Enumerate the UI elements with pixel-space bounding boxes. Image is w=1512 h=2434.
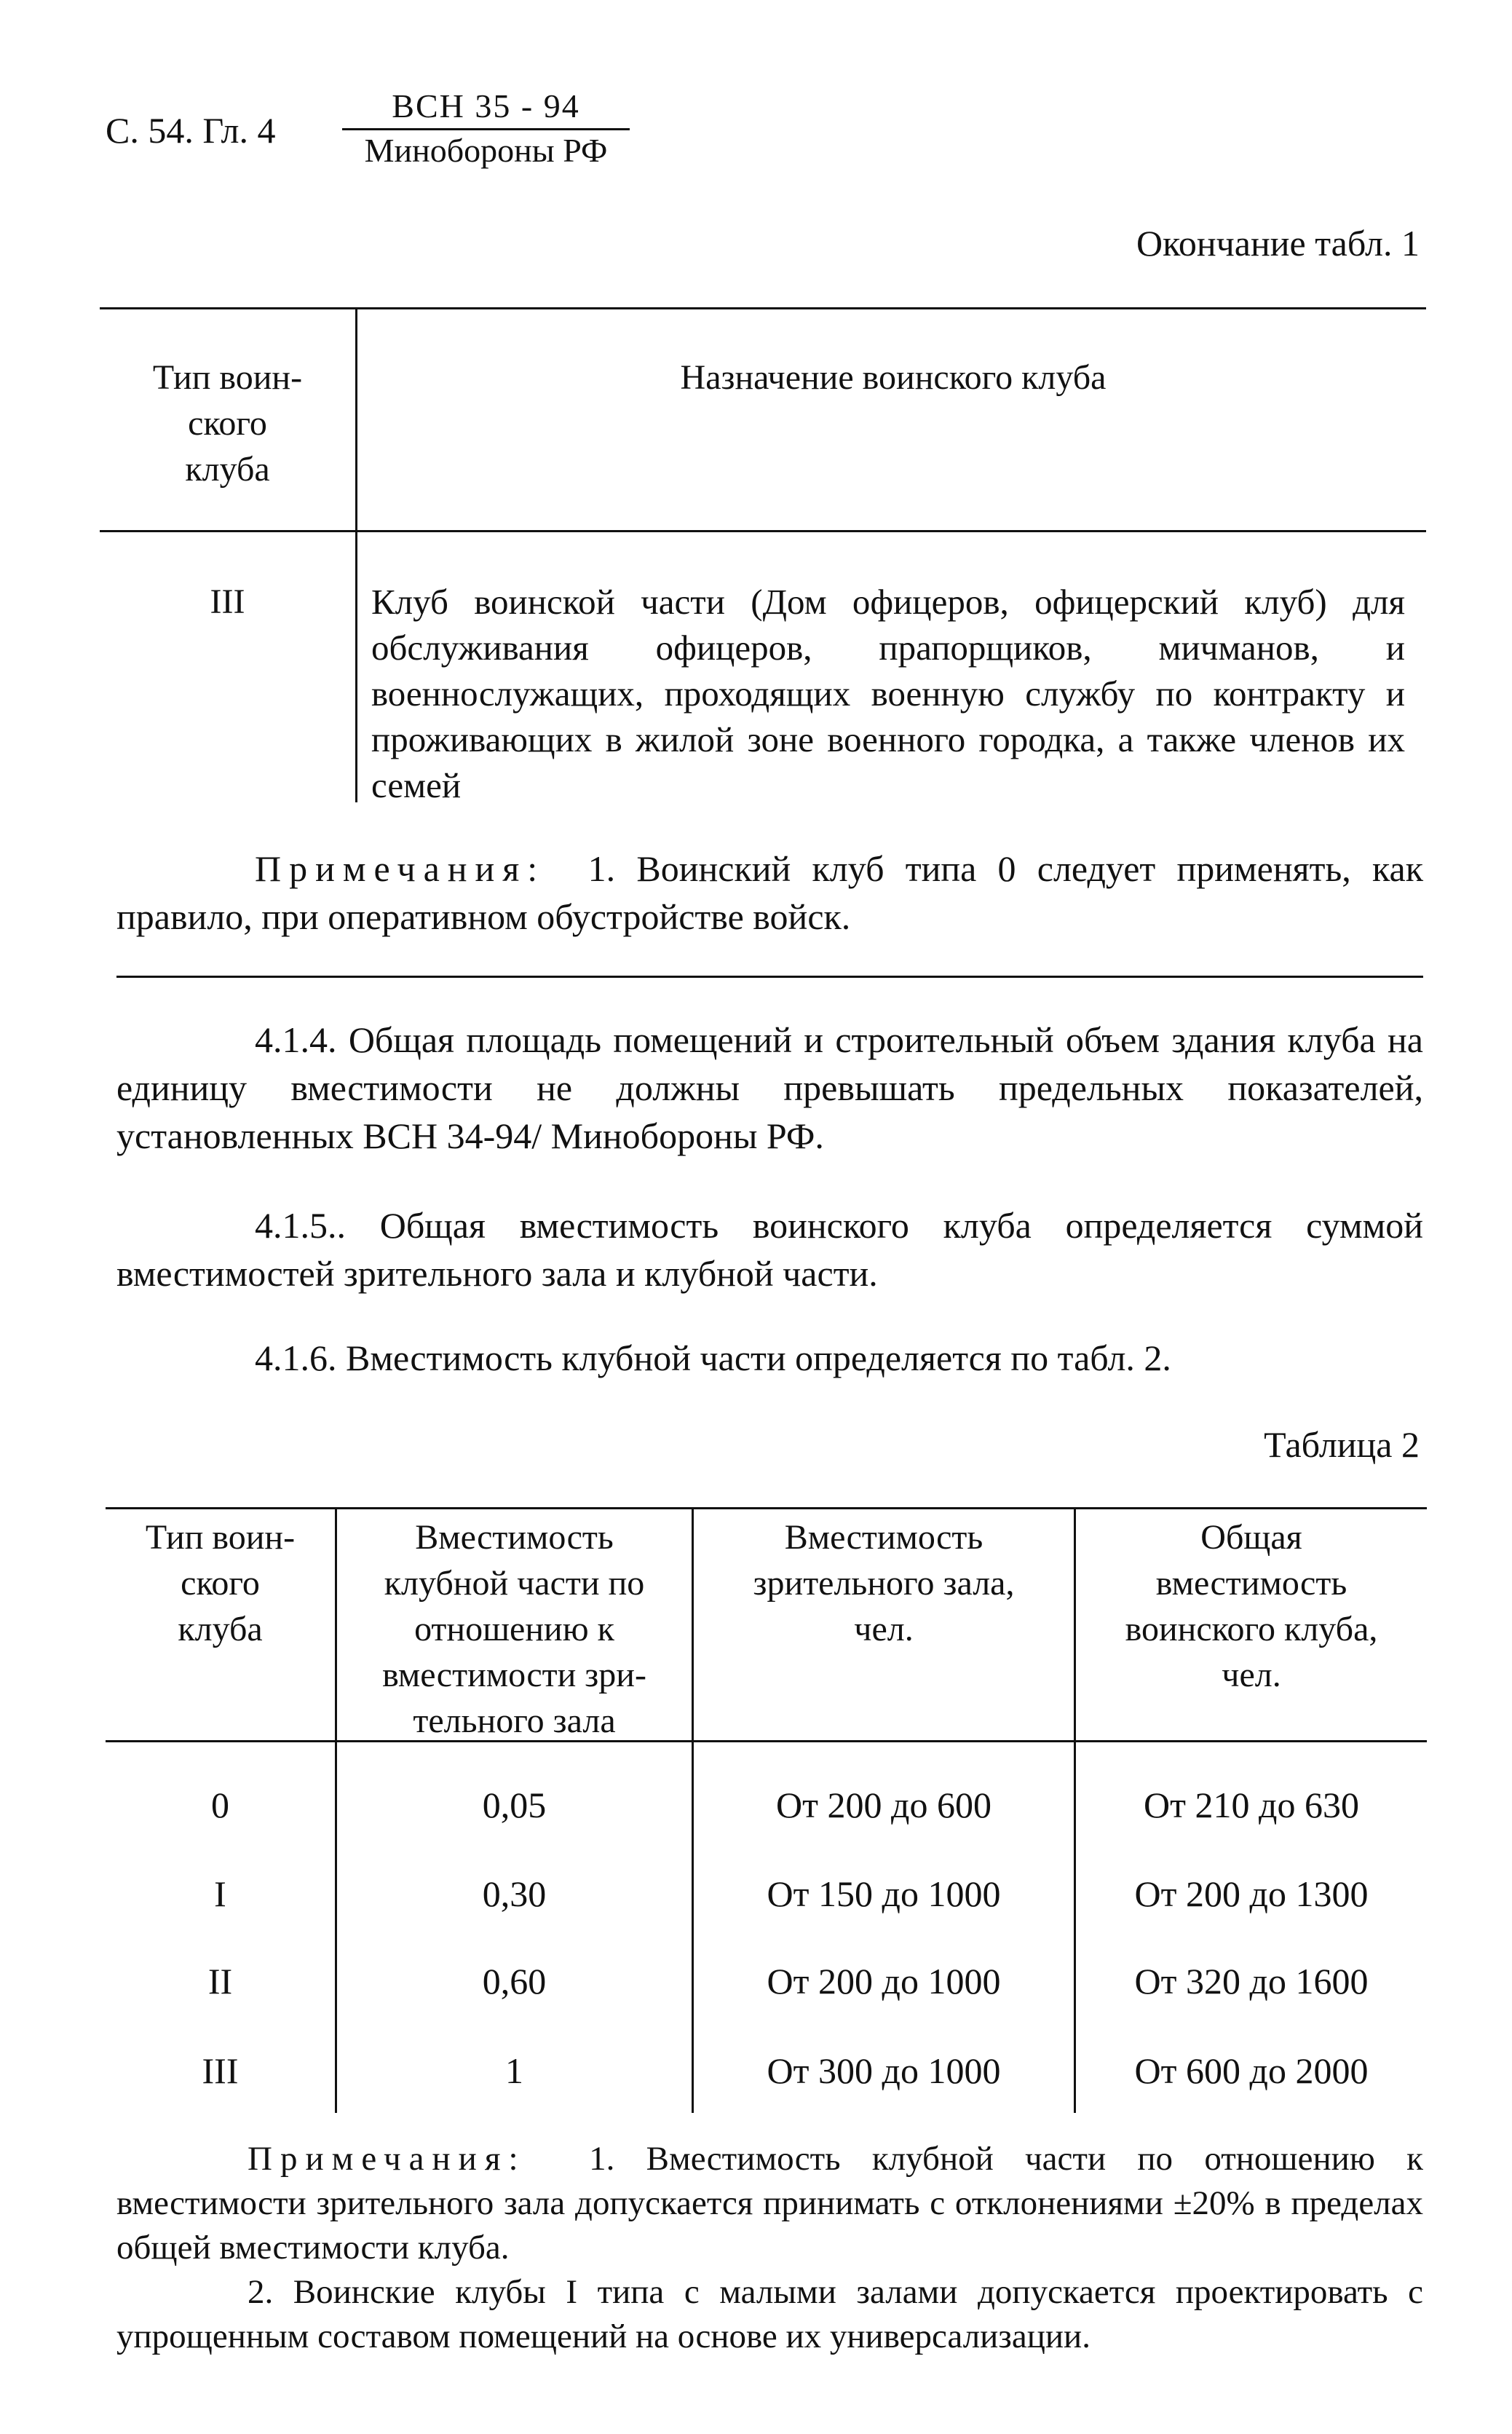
table2-cell-type: 0 bbox=[211, 1785, 229, 1825]
note2-label: Примечания: bbox=[248, 2140, 526, 2178]
table1-header-type: Тип воин- ского клуба bbox=[152, 358, 303, 489]
page-reference: С. 54. Гл. 4 bbox=[106, 110, 276, 151]
table2-cell-ratio: 1 bbox=[505, 2050, 523, 2091]
table1-header-purpose: Назначение воинского клуба bbox=[680, 358, 1107, 397]
table2-cell-hall: От 150 до 1000 bbox=[767, 1873, 1001, 1914]
table2-cell-total: От 210 до 630 bbox=[1144, 1785, 1359, 1825]
separator-line bbox=[116, 976, 1423, 978]
document-organization: Минобороны РФ bbox=[364, 132, 608, 169]
table1-caption: Окончание табл. 1 bbox=[1136, 223, 1420, 264]
table2-cell-type: II bbox=[207, 1961, 233, 2002]
table2-cell-total: От 200 до 1300 bbox=[1134, 1873, 1369, 1914]
table2-cell-hall: От 200 до 1000 bbox=[767, 1961, 1001, 2002]
table2-cell-hall: От 300 до 1000 bbox=[767, 2050, 1001, 2091]
table2-cell-ratio: 0,60 bbox=[482, 1961, 547, 2002]
table2-cell-hall: От 200 до 600 bbox=[776, 1785, 991, 1825]
table2-header-club-part-ratio: Вместимость клубной части по отношению к вместимости зри- тельного зала bbox=[382, 1518, 646, 1740]
table2-cell-total: От 320 до 1600 bbox=[1134, 1961, 1369, 2002]
note2-item1: 1. Вместимость клубной части по отношению к вместимости зрительного зала допускается принимать с отклонениями ±20% в пределах общей вместимости клуба. bbox=[116, 2140, 1424, 2267]
table2-cell-ratio: 0,05 bbox=[482, 1785, 547, 1825]
note1-text: 1. Воинский клуб типа 0 следует применять, как правило, при оперативном обустройстве войск. bbox=[116, 848, 1424, 937]
table2-cell-ratio: 0,30 bbox=[482, 1873, 547, 1914]
document-code-number: ВСН 35 - 94 bbox=[342, 86, 630, 130]
note2-item2: 2. Воинские клубы I типа с малыми залами допускается проектировать с упрощенным составом помещений на основе их универсализации. bbox=[116, 2273, 1423, 2355]
table2-cell-type: III bbox=[202, 2050, 239, 2091]
table2-header-hall-capacity: Вместимость зрительного зала, чел. bbox=[753, 1518, 1015, 1648]
note1-label: Примечания: bbox=[255, 848, 546, 889]
paragraph-4-1-4: 4.1.4. Общая площадь помещений и строительный объем здания клуба на единицу вместимости не должны превышать предельных показателей, установленных ВСН 34-94/ Минобороны РФ. bbox=[116, 1019, 1423, 1156]
table1-row-type: III bbox=[210, 582, 245, 621]
note2 bbox=[116, 2137, 1423, 2359]
paragraph-4-1-5: 4.1.5.. Общая вместимость воинского клуба определяется суммой вместимостей зрительного зала и клубной части. bbox=[116, 1205, 1423, 1294]
paragraph-4-1-6: 4.1.6. Вместимость клубной части определяется по табл. 2. bbox=[255, 1337, 1171, 1378]
table2-header-total-capacity: Общая вместимость воинского клуба, чел. bbox=[1125, 1518, 1378, 1694]
document-code bbox=[342, 86, 630, 171]
table2-header-type: Тип воин- ского клуба bbox=[145, 1518, 296, 1648]
note1 bbox=[116, 845, 1423, 941]
table2-cell-type: I bbox=[214, 1873, 226, 1914]
table2-caption: Таблица 2 bbox=[1264, 1424, 1420, 1465]
table2-cell-total: От 600 до 2000 bbox=[1134, 2050, 1369, 2091]
table1-row-purpose: Клуб воинской части (Дом офицеров, офицерский клуб) для обслуживания офицеров, прапорщиков, мичманов, и военнослужащих, проходящих военную службу по контракту и проживающих в жилой зоне военного городка, а также членов их семей bbox=[371, 582, 1405, 805]
